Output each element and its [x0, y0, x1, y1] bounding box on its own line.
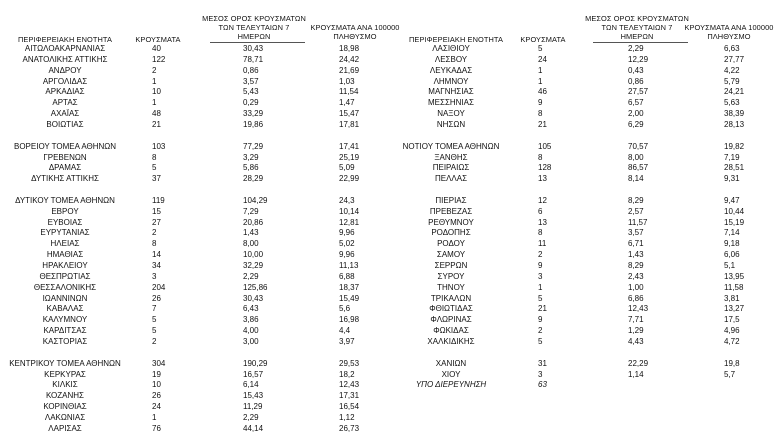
avg7-value: 28,29 [243, 174, 264, 184]
avg7-value: 12,29 [628, 54, 649, 64]
per100k-value: 4,22 [724, 65, 740, 75]
cases-value: 3 [538, 369, 543, 379]
cases-value: 8 [538, 109, 543, 119]
per100k-value: 17,81 [339, 119, 360, 129]
avg7-value: 4,00 [243, 326, 259, 336]
region-name: ΠΙΕΡΙΑΣ [435, 195, 467, 205]
per100k-value: 21,69 [339, 65, 360, 75]
per100k-value: 24,42 [339, 54, 360, 64]
region-name: ΝΟΤΙΟΥ ΤΟΜΕΑ ΑΘΗΝΩΝ [402, 141, 500, 151]
cases-value: 21 [152, 119, 161, 129]
cases-value: 1 [538, 282, 543, 292]
region-name: ΑΡΓΟΛΙΔΑΣ [42, 76, 88, 86]
per100k-value: 3,81 [724, 293, 740, 303]
cases-value: 46 [538, 87, 547, 97]
cases-value: 2 [538, 326, 543, 336]
per100k-value: 10,44 [724, 206, 745, 216]
avg7-value: 6,14 [243, 380, 259, 390]
avg7-value: 0,86 [243, 65, 259, 75]
region-name: ΤΡΙΚΑΛΩΝ [430, 293, 472, 303]
avg7-value: 1,00 [628, 282, 644, 292]
per100k-value: 17,5 [724, 315, 740, 325]
region-name: ΕΒΡΟΥ [51, 206, 79, 216]
avg7-value: 11,57 [628, 217, 648, 227]
region-name: ΑΡΤΑΣ [52, 98, 78, 108]
per100k-value: 5,63 [724, 98, 740, 108]
region-name: ΧΑΛΚΙΔΙΚΗΣ [427, 336, 475, 346]
cases-value: 10 [152, 380, 161, 390]
cases-value: 9 [538, 261, 543, 270]
region-name: ΛΑΚΩΝΙΑΣ [44, 412, 86, 422]
cases-value: 2 [152, 65, 157, 75]
region-name: ΑΝΔΡΟΥ [48, 65, 82, 75]
region-name: ΔΥΤΙΚΗΣ ΑΤΤΙΚΗΣ [31, 174, 99, 184]
region-name: ΛΑΡΙΣΑΣ [48, 423, 82, 433]
region-name: ΝΗΣΩΝ [436, 119, 466, 129]
avg7-value: 20,86 [243, 217, 264, 227]
cases-value: 15 [152, 206, 161, 216]
cases-value: 6 [538, 206, 543, 216]
avg7-value: 22,29 [628, 358, 649, 368]
cases-value: 8 [152, 152, 157, 162]
avg7-value: 12,43 [628, 304, 649, 314]
region-name: ΝΑΞΟΥ [437, 109, 465, 119]
avg7-value: 0,43 [628, 65, 644, 75]
cases-value: 8 [152, 239, 157, 249]
cases-value: 63 [538, 380, 547, 390]
avg7-value: 5,43 [243, 87, 259, 97]
per100k-value: 13,27 [724, 304, 745, 314]
avg7-value: 2,43 [628, 271, 644, 281]
avg7-value: 3,00 [243, 336, 259, 346]
per100k-value: 18,98 [339, 44, 360, 53]
header-divider-left [210, 42, 305, 43]
cases-value: 8 [538, 152, 543, 162]
per100k-value: 6,63 [724, 44, 740, 53]
cases-value: 1 [538, 76, 543, 86]
avg7-value: 8,00 [243, 239, 259, 249]
per100k-value: 9,18 [724, 239, 740, 249]
region-name: ΠΡΕΒΕΖΑΣ [429, 206, 473, 216]
region-name: ΚΙΛΚΙΣ [52, 380, 78, 390]
per100k-value: 18,37 [339, 282, 360, 292]
per100k-value: 11,58 [724, 282, 744, 292]
cases-value: 1 [152, 412, 157, 422]
cases-value: 12 [538, 195, 547, 205]
cases-value: 1 [152, 76, 157, 86]
per100k-value: 11,54 [339, 87, 359, 97]
region-name: ΙΩΑΝΝΙΝΩΝ [42, 293, 88, 303]
region-name: ΛΕΣΒΟΥ [434, 54, 468, 64]
cases-value: 21 [538, 304, 547, 314]
cases-value: 105 [538, 141, 552, 151]
cases-value: 5 [152, 326, 157, 336]
cases-value: 119 [152, 195, 165, 205]
avg7-value: 8,00 [628, 152, 644, 162]
avg7-value: 2,29 [628, 44, 644, 53]
per100k-value: 7,14 [724, 228, 740, 238]
avg7-value: 104,29 [243, 195, 268, 205]
avg7-value: 0,86 [628, 76, 644, 86]
header-per100k-right [670, 23, 784, 41]
avg7-value: 44,14 [243, 423, 264, 433]
header-avg7-line1: ΜΕΣΟΣ ΟΡΟΣ ΚΡΟΥΣΜΑΤΩΝ [202, 14, 306, 23]
per100k-value: 4,4 [339, 326, 351, 336]
cases-value: 13 [538, 174, 547, 184]
region-name: ΠΕΛΛΑΣ [434, 174, 468, 184]
header-divider-right [593, 42, 688, 43]
avg7-value: 8,29 [628, 195, 644, 205]
avg7-value: 3,29 [243, 152, 259, 162]
per100k-value: 15,19 [724, 217, 745, 227]
cases-value: 40 [152, 44, 161, 53]
cases-value: 11 [538, 239, 547, 249]
cases-value: 24 [538, 54, 547, 64]
cases-value: 128 [538, 163, 552, 173]
avg7-value: 77,29 [243, 141, 264, 151]
per100k-value: 17,41 [339, 141, 360, 151]
avg7-value: 16,57 [243, 369, 264, 379]
cases-value: 1 [152, 98, 157, 108]
region-name: ΥΠΟ ΔΙΕΡΕΥΝΗΣΗ [415, 380, 487, 390]
cases-value: 1 [538, 65, 543, 75]
cases-value: 14 [152, 250, 161, 260]
per100k-value: 17,31 [339, 391, 360, 401]
cases-value: 2 [152, 336, 157, 346]
avg7-value: 86,57 [628, 163, 649, 173]
per100k-value: 24,3 [339, 195, 355, 205]
avg7-value: 6,71 [628, 239, 644, 249]
cases-value: 5 [538, 293, 543, 303]
avg7-value: 7,29 [243, 206, 259, 216]
region-name: ΦΩΚΙΔΑΣ [433, 326, 469, 336]
avg7-value: 2,29 [243, 271, 259, 281]
per100k-value: 19,8 [724, 358, 740, 368]
cases-value: 24 [152, 402, 161, 412]
per100k-value: 29,53 [339, 358, 360, 368]
region-name: ΘΕΣΣΑΛΟΝΙΚΗΣ [33, 282, 97, 292]
avg7-value: 11,29 [243, 402, 263, 412]
region-name: ΒΟΙΩΤΙΑΣ [46, 119, 84, 129]
avg7-value: 125,86 [243, 282, 268, 292]
region-name: ΚΑΛΥΜΝΟΥ [42, 315, 88, 325]
region-name: ΗΡΑΚΛΕΙΟΥ [42, 261, 88, 270]
region-name: ΘΕΣΠΡΩΤΙΑΣ [39, 271, 91, 281]
cases-value: 304 [152, 358, 166, 368]
header-avg7-left [200, 14, 308, 41]
avg7-value: 6,86 [628, 293, 644, 303]
region-name: ΚΕΝΤΡΙΚΟΥ ΤΟΜΕΑ ΑΘΗΝΩΝ [9, 358, 121, 368]
cases-value: 5 [538, 336, 543, 346]
region-name: ΧΑΝΙΩΝ [435, 358, 467, 368]
region-name: ΜΕΣΣΗΝΙΑΣ [428, 98, 474, 108]
avg7-value: 3,57 [628, 228, 644, 238]
cases-value: 3 [538, 271, 543, 281]
avg7-value: 2,29 [243, 412, 259, 422]
per100k-value: 3,97 [339, 336, 355, 346]
cases-value: 26 [152, 391, 161, 401]
avg7-value: 6,43 [243, 304, 259, 314]
avg7-value: 30,43 [243, 293, 264, 303]
region-name: ΦΘΙΩΤΙΔΑΣ [429, 304, 473, 314]
avg7-value: 10,00 [243, 250, 264, 260]
avg7-value: 0,29 [243, 98, 259, 108]
header-avg7-line2: ΤΩΝ ΤΕΛΕΥΤΑΙΩΝ 7 [218, 23, 290, 32]
avg7-value: 32,29 [243, 261, 264, 270]
cases-value: 2 [538, 250, 543, 260]
region-name: ΣΕΡΡΩΝ [434, 261, 468, 270]
header-region-left: ΠΕΡΙΦΕΡΕΙΑΚΗ ΕΝΟΤΗΤΑ [18, 35, 112, 44]
region-name: ΑΝΑΤΟΛΙΚΗΣ ΑΤΤΙΚΗΣ [22, 54, 108, 64]
region-name: ΡΟΔΟΥ [437, 239, 465, 249]
cases-value: 13 [538, 217, 547, 227]
region-name: ΦΛΩΡΙΝΑΣ [430, 315, 472, 325]
avg7-value: 5,86 [243, 163, 259, 173]
avg7-value: 1,29 [628, 326, 644, 336]
cases-value: 5 [152, 163, 157, 173]
per100k-value: 9,47 [724, 195, 740, 205]
per100k-value: 5,09 [339, 163, 355, 173]
region-name: ΚΟΡΙΝΘΙΑΣ [43, 402, 87, 412]
cases-value: 5 [538, 44, 543, 53]
per100k-value: 9,31 [724, 174, 740, 184]
region-name: ΚΑΡΔΙΤΣΑΣ [43, 326, 87, 336]
region-name: ΕΥΡΥΤΑΝΙΑΣ [40, 228, 90, 238]
region-name: ΡΟΔΟΠΗΣ [431, 228, 471, 238]
cases-value: 122 [152, 54, 166, 64]
avg7-value: 6,29 [628, 119, 644, 129]
per100k-value: 28,13 [724, 119, 745, 129]
per100k-value: 38,39 [724, 109, 745, 119]
per100k-value: 16,98 [339, 315, 360, 325]
per100k-value: 28,51 [724, 163, 745, 173]
cases-value: 103 [152, 141, 166, 151]
per100k-value: 22,99 [339, 174, 360, 184]
header-cases-right: ΚΡΟΥΣΜΑΤΑ [520, 35, 566, 44]
cases-value: 19 [152, 369, 161, 379]
per100k-value: 1,47 [339, 98, 355, 108]
region-name: ΑΙΤΩΛΟΑΚΑΡΝΑΝΙΑΣ [24, 44, 106, 53]
header-avg7-line3: ΗΜΕΡΩΝ [620, 32, 654, 41]
region-name: ΗΛΕΙΑΣ [50, 239, 80, 249]
avg7-value: 8,14 [628, 174, 644, 184]
avg7-value: 70,57 [628, 141, 649, 151]
cases-value: 3 [152, 271, 157, 281]
per100k-value: 25,19 [339, 152, 360, 162]
region-name: ΑΧΑΪΑΣ [50, 109, 80, 119]
per100k-value: 15,47 [339, 109, 360, 119]
region-name: ΚΕΡΚΥΡΑΣ [44, 369, 86, 379]
per100k-value: 15,49 [339, 293, 360, 303]
per100k-value: 11,13 [339, 261, 359, 270]
region-name: ΜΑΓΝΗΣΙΑΣ [428, 87, 474, 97]
per100k-value: 6,88 [339, 271, 355, 281]
cases-value: 31 [538, 358, 547, 368]
per100k-value: 5,7 [724, 369, 736, 379]
header-avg7-line3: ΗΜΕΡΩΝ [237, 32, 271, 41]
per100k-value: 19,82 [724, 141, 745, 151]
region-name: ΛΑΣΙΘΙΟΥ [432, 44, 470, 53]
header-avg7-line2: ΤΩΝ ΤΕΛΕΥΤΑΙΩΝ 7 [601, 23, 673, 32]
cases-value: 34 [152, 261, 161, 270]
avg7-value: 190,29 [243, 358, 268, 368]
per100k-value: 12,81 [339, 217, 360, 227]
per100k-value: 1,12 [339, 412, 355, 422]
per100k-value: 10,14 [339, 206, 360, 216]
per100k-value: 26,73 [339, 423, 360, 433]
region-name: ΠΕΙΡΑΙΩΣ [432, 163, 470, 173]
avg7-value: 3,57 [243, 76, 259, 86]
avg7-value: 4,43 [628, 336, 644, 346]
cases-value: 204 [152, 282, 166, 292]
avg7-value: 78,71 [243, 54, 264, 64]
cases-value: 8 [538, 228, 543, 238]
header-region-right: ΠΕΡΙΦΕΡΕΙΑΚΗ ΕΝΟΤΗΤΑ [409, 35, 503, 44]
region-name: ΡΕΘΥΜΝΟΥ [428, 217, 474, 227]
avg7-value: 6,57 [628, 98, 644, 108]
region-name: ΔΡΑΜΑΣ [48, 163, 82, 173]
per100k-value: 7,19 [724, 152, 740, 162]
header-cases-left: ΚΡΟΥΣΜΑΤΑ [135, 35, 181, 44]
avg7-value: 3,86 [243, 315, 259, 325]
avg7-value: 1,43 [628, 250, 644, 260]
region-name: ΣΑΜΟΥ [436, 250, 466, 260]
avg7-value: 7,71 [628, 315, 644, 325]
per100k-value: 1,03 [339, 76, 355, 86]
region-name: ΣΥΡΟΥ [437, 271, 465, 281]
avg7-value: 1,14 [628, 369, 644, 379]
region-name: ΑΡΚΑΔΙΑΣ [45, 87, 85, 97]
header-per100k-line2: ΠΛΗΘΥΣΜΟ [333, 32, 377, 41]
avg7-value: 1,43 [243, 228, 259, 238]
cases-value: 9 [538, 315, 543, 325]
avg7-value: 2,57 [628, 206, 644, 216]
header-per100k-line1: ΚΡΟΥΣΜΑΤΑ ΑΝΑ 100000 [684, 23, 774, 32]
per100k-value: 18,2 [339, 369, 355, 379]
per100k-value: 9,96 [339, 228, 355, 238]
per100k-value: 27,77 [724, 54, 745, 64]
region-name: ΛΕΥΚΑΔΑΣ [429, 65, 473, 75]
cases-value: 7 [152, 304, 157, 314]
region-name: ΛΗΜΝΟΥ [433, 76, 469, 86]
per100k-value: 9,96 [339, 250, 355, 260]
region-name: ΕΥΒΟΙΑΣ [47, 217, 83, 227]
per100k-value: 24,21 [724, 87, 745, 97]
header-per100k-line2: ΠΛΗΘΥΣΜΟ [707, 32, 751, 41]
region-name: ΤΗΝΟΥ [437, 282, 465, 292]
cases-value: 10 [152, 87, 161, 97]
region-name: ΚΟΖΑΝΗΣ [45, 391, 85, 401]
cases-value: 26 [152, 293, 161, 303]
avg7-value: 15,43 [243, 391, 264, 401]
per100k-value: 5,1 [724, 261, 736, 270]
cases-value: 2 [152, 228, 157, 238]
region-name: ΞΑΝΘΗΣ [434, 152, 468, 162]
per100k-value: 13,95 [724, 271, 745, 281]
cases-value: 76 [152, 423, 161, 433]
per100k-value: 12,43 [339, 380, 360, 390]
per100k-value: 16,54 [339, 402, 360, 412]
cases-value: 27 [152, 217, 161, 227]
avg7-value: 8,29 [628, 261, 644, 270]
region-name: ΚΑΒΑΛΑΣ [46, 304, 84, 314]
region-name: ΚΑΣΤΟΡΙΑΣ [42, 336, 88, 346]
header-per100k-line1: ΚΡΟΥΣΜΑΤΑ ΑΝΑ 100000 [310, 23, 400, 32]
avg7-value: 2,00 [628, 109, 644, 119]
avg7-value: 33,29 [243, 109, 264, 119]
cases-value: 21 [538, 119, 547, 129]
cases-value: 5 [152, 315, 157, 325]
per100k-value: 5,79 [724, 76, 740, 86]
per100k-value: 4,72 [724, 336, 740, 346]
cases-value: 37 [152, 174, 161, 184]
header-avg7-line1: ΜΕΣΟΣ ΟΡΟΣ ΚΡΟΥΣΜΑΤΩΝ [585, 14, 689, 23]
cases-value: 48 [152, 109, 161, 119]
region-name: ΓΡΕΒΕΝΩΝ [43, 152, 87, 162]
per100k-value: 6,06 [724, 250, 740, 260]
region-name: ΒΟΡΕΙΟΥ ΤΟΜΕΑ ΑΘΗΝΩΝ [13, 141, 117, 151]
per100k-value: 5,6 [339, 304, 351, 314]
avg7-value: 30,43 [243, 44, 264, 53]
cases-value: 9 [538, 98, 543, 108]
region-name: ΗΜΑΘΙΑΣ [46, 250, 84, 260]
per100k-value: 4,96 [724, 326, 740, 336]
avg7-value: 27,57 [628, 87, 649, 97]
region-name: ΧΙΟΥ [441, 369, 461, 379]
avg7-value: 19,86 [243, 119, 264, 129]
region-name: ΔΥΤΙΚΟΥ ΤΟΜΕΑ ΑΘΗΝΩΝ [15, 195, 115, 205]
per100k-value: 5,02 [339, 239, 355, 249]
